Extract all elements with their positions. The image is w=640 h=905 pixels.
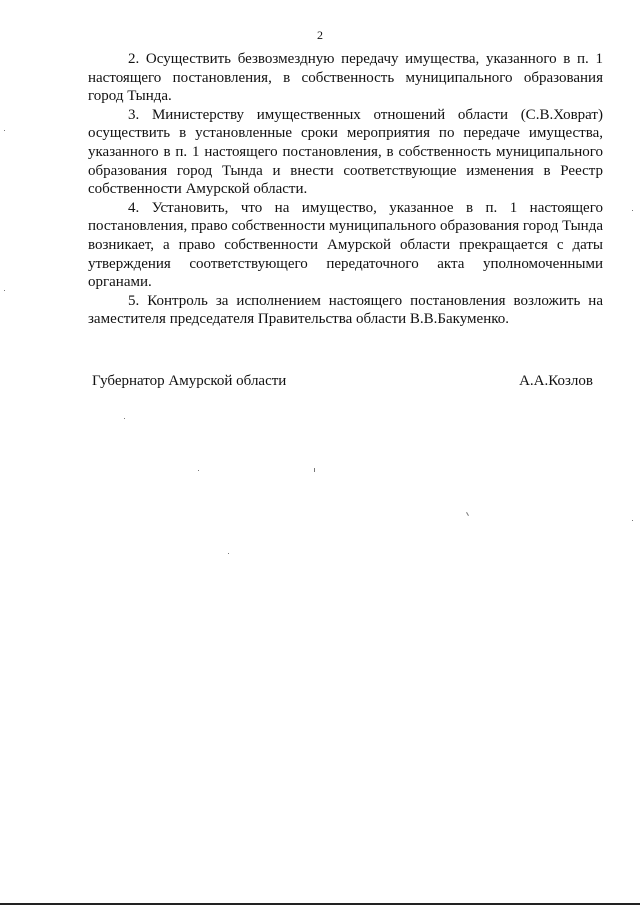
scan-speck <box>198 470 199 471</box>
scan-speck <box>4 130 5 131</box>
paragraph-item-4: 4. Установить, что на имущество, указанное в п. 1 настоящего постановления, право собственности муниципального образования город Тында возникает, а право собственности Амурской области прекращается с даты утверждения соответствующего передаточного акта уполномоченными органами. <box>88 199 603 291</box>
paragraph-item-5: 5. Контроль за исполнением настоящего постановления возложить на заместителя председателя Правительства области В.В.Бакуменко. <box>88 292 603 328</box>
scan-speck <box>466 512 469 516</box>
scan-speck <box>632 520 633 521</box>
scan-speck <box>228 553 229 554</box>
scan-speck <box>4 290 5 291</box>
paragraph-item-2: 2. Осуществить безвозмездную передачу имущества, указанного в п. 1 настоящего постановления, в собственность муниципального образования город Тында. <box>88 51 603 105</box>
page-number: 2 <box>317 28 323 42</box>
document-body <box>88 50 603 329</box>
scan-speck <box>632 210 633 211</box>
signatory-name: А.А.Козлов <box>519 373 593 389</box>
paragraph-item-3: 3. Министерству имущественных отношений области (С.В.Ховрат) осуществить в установленные сроки мероприятия по передаче имущества, указанного в п. 1 настоящего постановления, в собственность муниципального образования город Тында и внести соответствующие изменения в Реестр собственности Амурской области. <box>88 106 603 198</box>
scan-speck <box>124 418 125 419</box>
scan-speck <box>314 468 315 472</box>
signatory-title: Губернатор Амурской области <box>92 373 287 389</box>
